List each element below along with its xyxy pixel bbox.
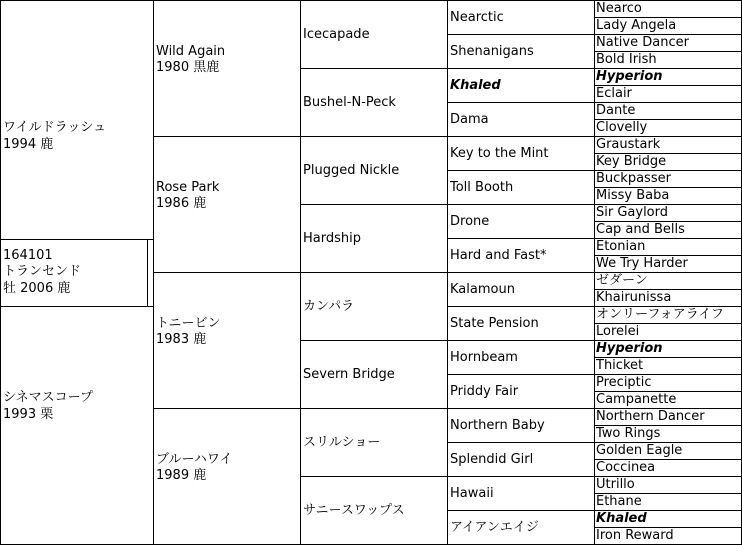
gen5-cell xyxy=(594,340,742,358)
gen2-cell xyxy=(153,0,301,137)
gen4-cell xyxy=(447,136,595,171)
gen4-cell xyxy=(447,442,595,477)
gen5-name: Lady Angela xyxy=(596,18,677,33)
gen4-cell xyxy=(447,340,595,375)
dam-name: シネマスコープ xyxy=(3,390,93,405)
gen2-cell xyxy=(153,272,301,409)
gen2-name: トニービン xyxy=(156,316,221,331)
gen4-cell xyxy=(447,374,595,409)
gen4-cell xyxy=(447,238,595,273)
gen5-name: Bold Irish xyxy=(596,52,657,67)
gen4-name: Splendid Girl xyxy=(450,452,534,467)
gen2-cell xyxy=(153,136,301,273)
gen4-name: State Pension xyxy=(450,316,539,331)
dam-info: 1993 栗 xyxy=(3,407,54,422)
gen5-cell xyxy=(594,289,742,307)
gen4-name: アイアンエイジ xyxy=(450,520,539,535)
gen4-cell xyxy=(447,34,595,69)
gen4-cell xyxy=(447,68,595,103)
subject-info: 牡 2006 鹿 xyxy=(3,281,71,296)
gen5-cell xyxy=(594,493,742,511)
gen4-cell xyxy=(447,204,595,239)
gen5-name: Lorelei xyxy=(596,324,640,339)
gen5-name: Dante xyxy=(596,103,636,118)
gen5-name: Preciptic xyxy=(596,375,652,390)
gen4-name: Dama xyxy=(450,112,489,127)
gen5-cell xyxy=(594,391,742,409)
gen5-name: Coccinea xyxy=(596,460,656,475)
gen3-name: サニースワップス xyxy=(303,503,405,518)
gen5-name: Northern Dancer xyxy=(596,409,705,424)
gen5-cell xyxy=(594,187,742,205)
gen3-cell xyxy=(300,408,448,477)
gen5-name: Sir Gaylord xyxy=(596,205,669,220)
gen4-cell xyxy=(447,102,595,137)
gen5-cell xyxy=(594,459,742,477)
gen4-cell xyxy=(447,408,595,443)
gen5-name: Buckpasser xyxy=(596,171,671,186)
gen5-cell xyxy=(594,425,742,443)
gen5-cell xyxy=(594,51,742,69)
gen3-name: Hardship xyxy=(303,231,361,246)
gen5-cell xyxy=(594,442,742,460)
gen4-name: Hawaii xyxy=(450,486,494,501)
gen5-cell xyxy=(594,323,742,341)
gen5-cell xyxy=(594,476,742,494)
gen4-name: Khaled xyxy=(450,78,501,93)
gen5-name: Hyperion xyxy=(596,69,663,84)
subject-id: 164101 xyxy=(3,248,53,263)
gen3-cell xyxy=(300,0,448,69)
gen2-cell xyxy=(153,408,301,545)
gen5-name: Ethane xyxy=(596,494,642,509)
gen4-name: Hard and Fast* xyxy=(450,248,547,263)
gen5-cell xyxy=(594,272,742,290)
gen5-cell xyxy=(594,0,742,18)
gen5-name: Nearco xyxy=(596,1,642,16)
gen2-info: 1980 黒鹿 xyxy=(156,60,220,75)
subject-cell xyxy=(0,239,148,307)
gen5-cell xyxy=(594,221,742,239)
gen3-name: Severn Bridge xyxy=(303,367,395,382)
gen5-name: Key Bridge xyxy=(596,154,667,169)
gen5-name: Khaled xyxy=(596,511,647,526)
gen5-cell xyxy=(594,85,742,103)
gen5-name: We Try Harder xyxy=(596,256,688,271)
gen3-name: Bushel-N-Peck xyxy=(303,95,396,110)
gen5-name: Hyperion xyxy=(596,341,663,356)
gen3-cell xyxy=(300,340,448,409)
gen3-name: カンパラ xyxy=(303,299,355,314)
gen5-name: Khairunissa xyxy=(596,290,672,305)
gen5-name: Clovelly xyxy=(596,120,648,135)
gen5-cell xyxy=(594,102,742,120)
gen3-name: スリルショー xyxy=(303,435,381,450)
gen4-cell xyxy=(447,170,595,205)
gen2-info: 1989 鹿 xyxy=(156,468,207,483)
gen4-name: Shenanigans xyxy=(450,44,534,59)
gen5-cell xyxy=(594,204,742,222)
sire-info: 1994 鹿 xyxy=(3,137,54,152)
gen3-cell xyxy=(300,476,448,545)
gen5-name: オンリーフォアライフ xyxy=(596,307,724,322)
gen3-cell xyxy=(300,68,448,137)
gen3-cell xyxy=(300,272,448,341)
gen5-cell xyxy=(594,510,742,528)
gen4-cell xyxy=(447,476,595,511)
gen5-cell xyxy=(594,68,742,86)
gen5-name: Native Dancer xyxy=(596,35,689,50)
gen3-cell xyxy=(300,204,448,273)
gen4-cell xyxy=(447,510,595,545)
gen4-name: Kalamoun xyxy=(450,282,515,297)
gen5-name: Iron Reward xyxy=(596,528,674,543)
dam-cell xyxy=(0,306,154,545)
gen5-cell xyxy=(594,255,742,273)
gen5-cell xyxy=(594,374,742,392)
gen4-name: Key to the Mint xyxy=(450,146,549,161)
sire-cell xyxy=(0,0,154,240)
gen4-name: Nearctic xyxy=(450,10,504,25)
gen5-cell xyxy=(594,306,742,324)
gen5-cell xyxy=(594,357,742,375)
gen5-cell xyxy=(594,170,742,188)
gen5-cell xyxy=(594,119,742,137)
gen5-name: Utrillo xyxy=(596,477,635,492)
gen5-cell xyxy=(594,34,742,52)
gen5-name: Campanette xyxy=(596,392,677,407)
gen5-cell xyxy=(594,238,742,256)
gen5-name: Cap and Bells xyxy=(596,222,685,237)
gen4-name: Drone xyxy=(450,214,490,229)
gen2-info: 1986 鹿 xyxy=(156,196,207,211)
gen5-name: Missy Baba xyxy=(596,188,670,203)
gen2-name: Wild Again xyxy=(156,44,226,59)
gen5-name: ゼダーン xyxy=(596,273,648,288)
gen2-info: 1983 鹿 xyxy=(156,332,207,347)
gen3-name: Plugged Nickle xyxy=(303,163,400,178)
gen4-cell xyxy=(447,0,595,35)
gen4-name: Northern Baby xyxy=(450,418,545,433)
gen2-name: Rose Park xyxy=(156,180,220,195)
gen5-cell xyxy=(594,408,742,426)
gen3-cell xyxy=(300,136,448,205)
gen5-name: Graustark xyxy=(596,137,661,152)
gen5-name: Two Rings xyxy=(596,426,661,441)
sire-name: ワイルドラッシュ xyxy=(3,120,107,135)
gen5-cell xyxy=(594,153,742,171)
gen5-name: Golden Eagle xyxy=(596,443,683,458)
gen5-name: Thicket xyxy=(596,358,644,373)
gen4-cell xyxy=(447,272,595,307)
gen4-name: Toll Booth xyxy=(450,180,514,195)
gen5-cell xyxy=(594,527,742,545)
gen4-name: Priddy Fair xyxy=(450,384,519,399)
gen3-name: Icecapade xyxy=(303,27,370,42)
gen5-name: Etonian xyxy=(596,239,646,254)
gen4-cell xyxy=(447,306,595,341)
gen5-name: Eclair xyxy=(596,86,632,101)
gen5-cell xyxy=(594,136,742,154)
gen4-name: Hornbeam xyxy=(450,350,518,365)
subject-name: トランセンド xyxy=(3,264,82,279)
gen2-name: ブルーハワイ xyxy=(156,452,233,467)
gen5-cell xyxy=(594,17,742,35)
